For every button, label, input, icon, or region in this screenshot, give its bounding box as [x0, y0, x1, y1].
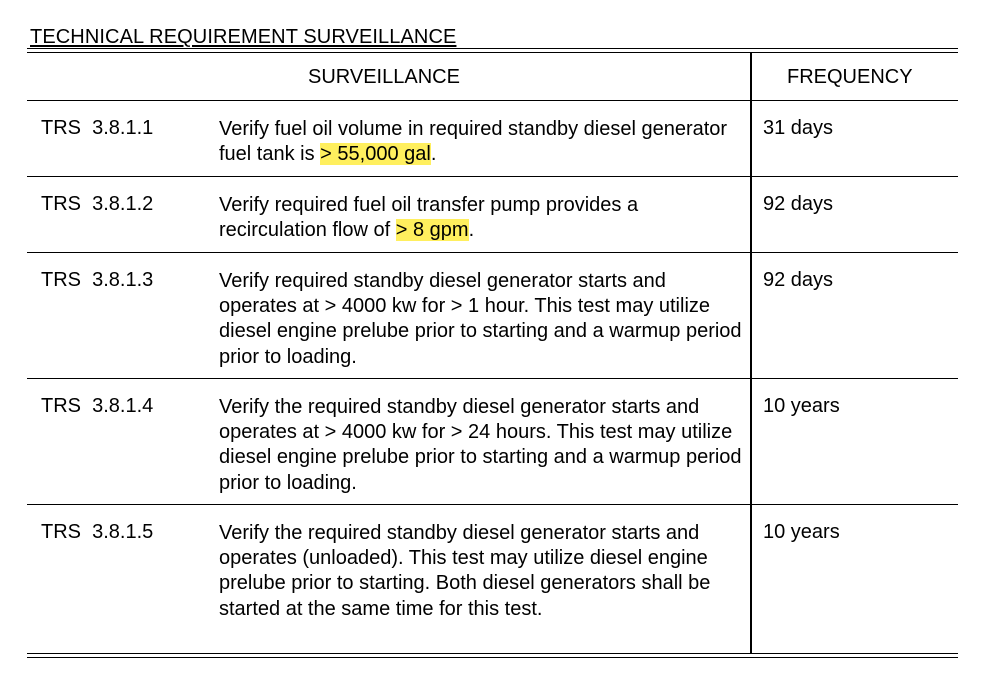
header-frequency: FREQUENCY: [787, 66, 913, 88]
trs-id: TRS 3.8.1.5: [41, 521, 154, 543]
top-rule-inner: [27, 52, 958, 53]
highlighted-value: > 55,000 gal: [320, 143, 431, 166]
surveillance-text: Verify required fuel oil transfer pump provides a recirculation flow of > 8 gpm.: [219, 194, 639, 242]
highlighted-value: > 8 gpm: [395, 219, 469, 242]
surveillance-text: Verify required standby diesel generator starts and operates at > 4000 kw for > 1 hour. This test may utilize diesel engine prelube prior to starting and a warmup period prior to loading.: [219, 270, 742, 368]
trs-id: TRS 3.8.1.4: [41, 395, 154, 417]
trs-id: TRS 3.8.1.3: [41, 269, 154, 291]
bottom-rule-outer: [27, 657, 958, 658]
surveillance-text: Verify fuel oil volume in required standby diesel generator fuel tank is > 55,000 gal.: [219, 118, 728, 166]
frequency-value: 10 years: [763, 395, 840, 417]
frequency-value: 31 days: [763, 117, 834, 139]
top-rule-outer: [27, 48, 958, 49]
surveillance-text: Verify the required standby diesel generator starts and operates (unloaded). This test may utilize diesel engine prelube prior to starting. Both diesel generators shall be started at the same time for this test.: [219, 522, 711, 620]
frequency-value: 92 days: [763, 193, 834, 215]
frequency-value: 92 days: [763, 269, 834, 291]
trs-id: TRS 3.8.1.2: [41, 193, 154, 215]
row-rule: [27, 504, 958, 505]
row-rule: [27, 378, 958, 379]
header-surveillance: SURVEILLANCE: [308, 66, 460, 88]
row-rule: [27, 176, 958, 177]
trs-id: TRS 3.8.1.1: [41, 117, 154, 139]
bottom-rule-inner: [27, 653, 958, 654]
frequency-value: 10 years: [763, 521, 840, 543]
surveillance-text: Verify the required standby diesel generator starts and operates at > 4000 kw for > 24 hours. This test may utilize diesel engine prelube prior to starting and a warmup period prior to loading.: [219, 396, 742, 494]
row-rule: [27, 252, 958, 253]
header-rule: [27, 100, 958, 101]
page-title: TECHNICAL REQUIREMENT SURVEILLANCE: [30, 26, 457, 48]
column-divider: [750, 52, 752, 654]
